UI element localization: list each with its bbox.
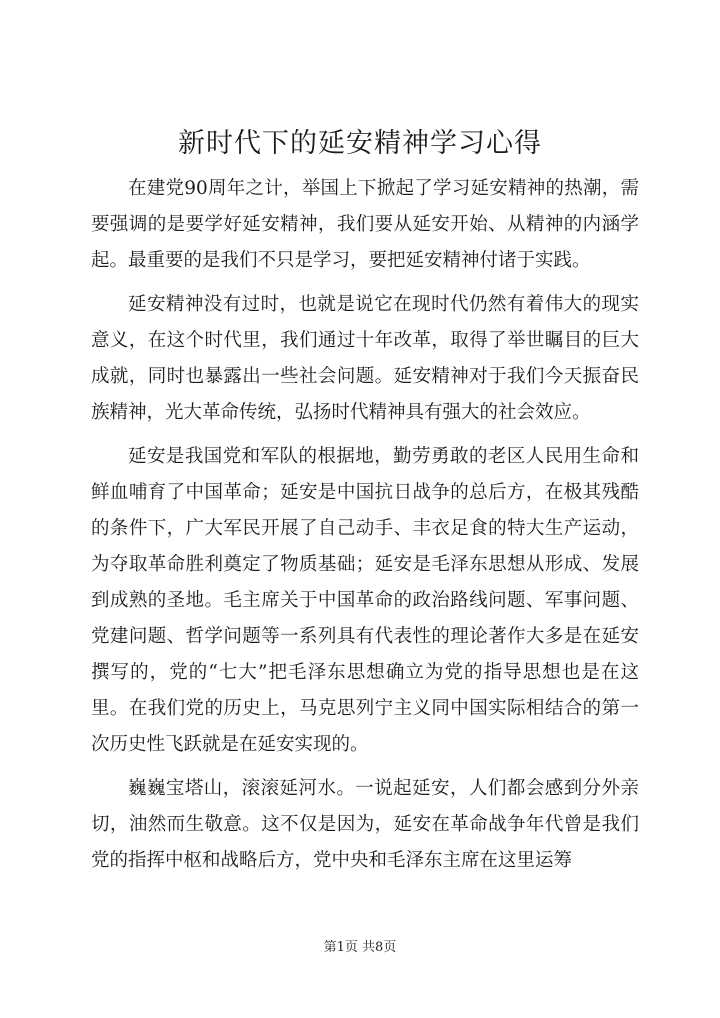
paragraph: 在建党90周年之计，举国上下掀起了学习延安精神的热潮，需要强调的是要学好延安精神，我们要从延安开始、从精神的内涵学起。最重要的是我们不只是学习，要把延安精神付诸于实践。 [91,178,639,271]
document-body [91,171,639,887]
paragraph: 延安精神没有过时，也就是说它在现时代仍然有着伟大的现实意义，在这个时代里，我们通过十年改革，取得了举世瞩目的巨大成就，同时也暴露出一些社会问题。延安精神对于我们今天振奋民族精神，光大革命传统，弘扬时代精神具有强大的社会效应。 [91,294,639,423]
paragraph: 巍巍宝塔山，滚滚延河水。一说起延安，人们都会感到分外亲切，油然而生敬意。这不仅是因为，延安在革命战争年代曾是我们党的指挥中枢和战略后方，党中央和毛泽东主席在这里运筹 [91,778,639,871]
document-title: 新时代下的延安精神学习心得 [178,128,542,159]
page-footer: 第1页 共8页 [323,940,397,955]
paragraph: 延安是我国党和军队的根据地，勤劳勇敢的老区人民用生命和鲜血哺育了中国革命；延安是中国抗日战争的总后方，在极其残酷的条件下，广大军民开展了自己动手、丰衣足食的特大生产运动，为夺取革命胜利奠定了物质基础；延安是毛泽东思想从形成、发展到成熟的圣地。毛主席关于中国革命的政治路线问题、军事问题、党建问题、哲学问题等一系列具有代表性的理论著作大多是在延安撰写的，党的“七大”把毛泽东思想确立为党的指导思想也是在这里。在我们党的历史上，马克思列宁主义同中国实际相结合的第一次历史性飞跃就是在延安实现的。 [91,446,639,755]
